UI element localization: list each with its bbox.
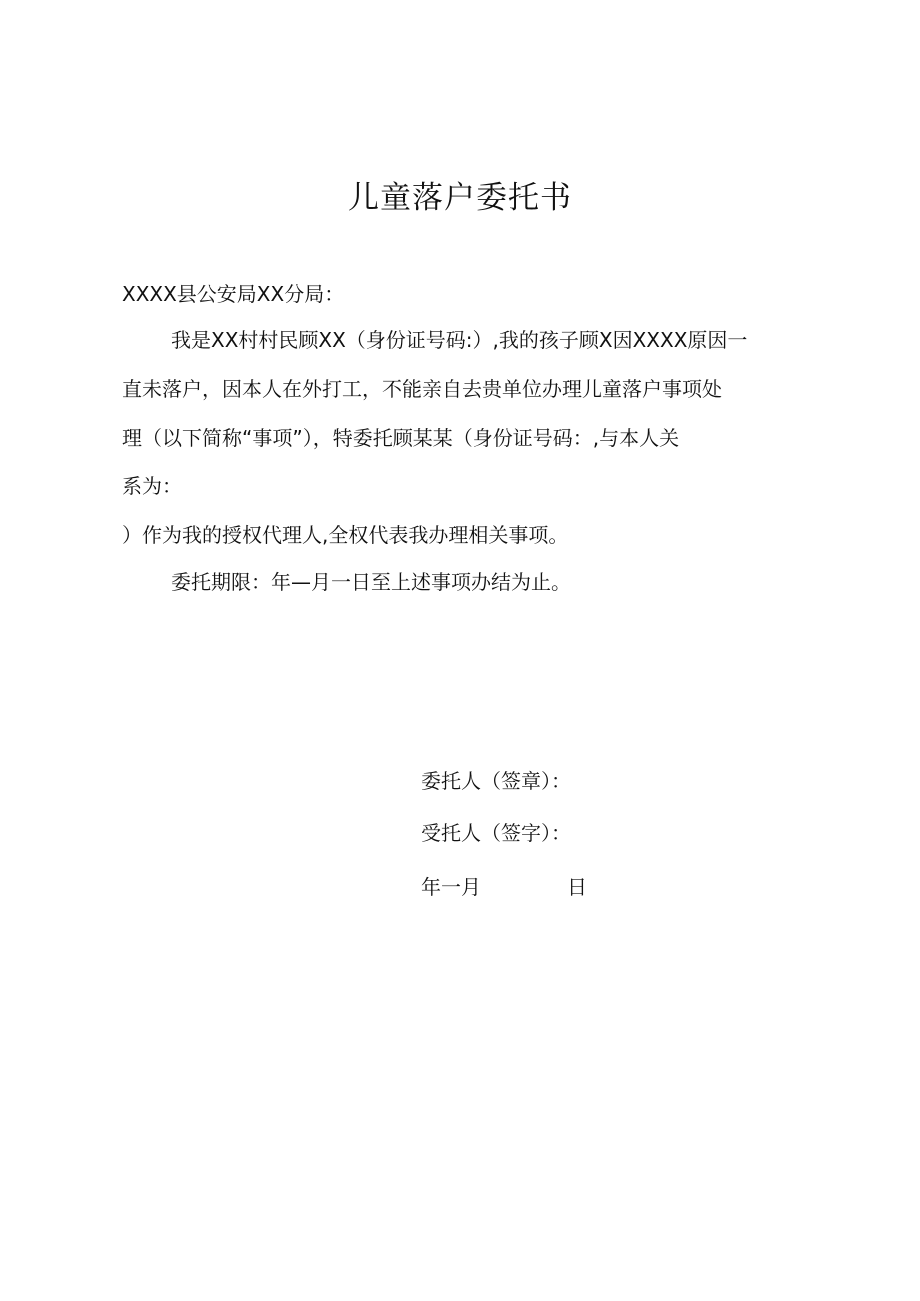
- entrustment-period-line: 委托期限：年—月一日至上述事项办结为止。: [171, 570, 571, 594]
- addressee-line: XXXX县公安局XX分局：: [122, 282, 345, 306]
- signature-date-year-month: 年一月: [421, 875, 481, 899]
- body-line-1: 我是XX村村民顾XX（身份证号码:）,我的孩子顾X因XXXX原因一: [171, 328, 748, 352]
- body-line-2: 直未落户，因本人在外打工，不能亲自去贵单位办理儿童落户事项处: [122, 377, 722, 401]
- document-title: 儿童落户委托书: [348, 180, 572, 216]
- principal-signature-line: 委托人（签章）：: [421, 769, 571, 793]
- body-line-5: ）作为我的授权代理人,全权代表我办理相关事项。: [122, 523, 569, 547]
- agent-signature-line: 受托人（签字）：: [421, 821, 571, 845]
- body-line-4: 系为：: [122, 474, 182, 498]
- signature-date-day: 日: [567, 875, 587, 899]
- body-line-3: 理（以下简称“事项”），特委托顾某某（身份证号码：,与本人关: [122, 426, 680, 450]
